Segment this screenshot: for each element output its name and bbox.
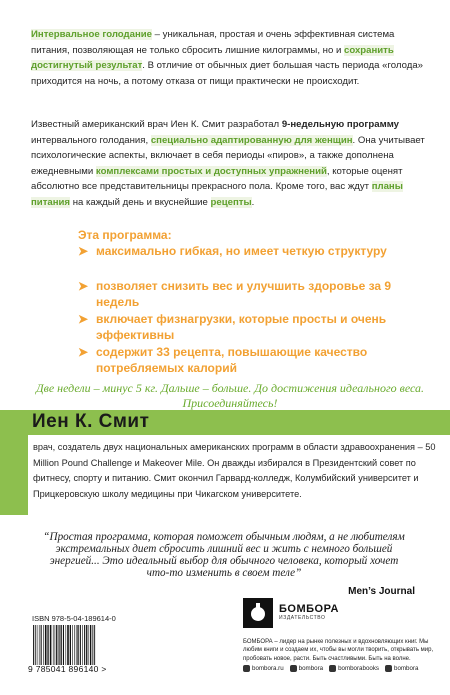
bullet-text: максимально гибкая, но имеет четкую структуру [96,244,387,258]
author-side-bar [0,435,28,515]
barcode-bar [92,625,93,665]
social-link-vk[interactable]: bombora [290,665,323,672]
barcode-bar [59,625,60,665]
barcode-bar [89,625,90,665]
barcode-digits: 9 785041 896140 > [28,664,107,674]
review-quote: “Простая программа, которая поможет обычным людям, а не любителям экстремальных диет сбросить лишний вес и жить с немного большей энергией... Это идеальный выбор для обычного человека, который хочет что-то изменить в своем теле” [43,531,405,579]
barcode-bar [41,625,42,665]
bold-phrase: 9-недельную программу [281,119,400,130]
intro-paragraph-1 [31,27,431,89]
barcode-bar [61,625,62,665]
barcode-bar [43,625,44,665]
program-bullet [78,312,418,343]
arrow-icon: ➤ [78,244,89,258]
tagline: Две недели – минус 5 кг. Дальше – больше. До достижения идеального веса. Присоединяйтесь! [35,381,425,410]
publisher-description: БОМБОРА – лидер на рынке полезных и вдохновляющих книг. Мы любим книги и создаем их, чтобы вы могли творить, открывать мир, пробовать новое, расти. Быть счастливыми. Быть на волне. [243,639,434,662]
bullet-text: позволяет снизить вес и улучшить здоровье за 9 недель [96,279,392,309]
paragraph-text: на каждый день и вкуснейшие [70,196,211,208]
quote-source: Men’s Journal [348,586,415,597]
publisher-subtitle: ИЗДАТЕЛЬСТВО [279,615,326,621]
program-bullet [78,244,418,260]
barcode-bar [35,625,36,665]
barcode-bar [76,625,77,665]
bombora-logo-icon [243,598,273,628]
barcode-bar [47,625,48,665]
intro-paragraph-2 [31,117,431,211]
isbn: ISBN 978-5-04-189614-0 [32,614,116,623]
paragraph-text: . Она учитывает психологические аспекты, включает в себя периоды «пиров», а также дополнена ежедневными [31,134,425,177]
highlighted-phrase: планы питания [31,181,403,208]
barcode-bar [86,625,87,665]
social-links [243,665,418,672]
barcode-bar [82,625,83,665]
vk-icon [290,665,297,672]
paragraph-text: . В отличие от обычных диет большая часть периода «голода» приходится на ночь, а потому отказа от пищи практически не происходит. [31,60,423,87]
barcode-bar [56,625,57,665]
barcode-bar [80,625,81,665]
barcode-bar [55,625,56,665]
instagram-icon [329,665,336,672]
social-link-instagram[interactable]: bomborabooks [329,665,379,672]
arrow-icon: ➤ [78,312,89,326]
barcode-bar [94,625,95,665]
highlighted-phrase: Интервальное голодание [31,29,152,40]
barcode-bar [77,625,78,665]
highlighted-phrase: комплексами простых и доступных упражнений [95,165,327,177]
paragraph-text: . [251,196,255,208]
program-bullet [78,345,418,376]
arrow-icon: ➤ [78,345,89,359]
bullet-text: включает физнагрузки, которые просты и очень эффективны [96,312,387,342]
program-bullet [78,279,418,310]
bullet-text: содержит 33 рецепта, повышающие качество потребляемых калорий [96,345,368,375]
barcode-bar [72,625,73,665]
barcode-bar [74,625,75,665]
barcode-bar [37,625,38,665]
barcode-bar [84,625,85,665]
paragraph-text: – уникальная, простая и очень эффективная система питания, позволяющая не только сбросить лишние килограммы, но и [31,29,395,56]
telegram-icon [385,665,392,672]
highlighted-phrase: рецепты [210,196,252,208]
publisher-brand: БОМБОРА [279,603,339,615]
social-link-site[interactable]: bombora.ru [243,665,284,672]
barcode-bar [66,625,67,665]
barcode-bar [63,625,64,665]
highlighted-phrase: специально адаптированную для женщин [150,134,353,146]
author-bio: врач, создатель двух национальных американских программ в области здравоохранения – 50 Million Pound Challenge и Makeover Mile. Он дважды избирался в Президентский совет по фитнесу, спорту и питанию. Смит окончил Гарвард-колледж, Колумбийский университет и Прицкеровскую школу медицины при Чикагском университете. [33,442,436,499]
barcode-bar [33,625,34,665]
globe-icon [243,665,250,672]
barcode-bar [67,625,69,665]
arrow-icon: ➤ [78,279,89,293]
barcode-bar [50,625,52,665]
author-name: Иен К. Смит [32,411,150,432]
barcode-bar [45,625,47,665]
program-title: Эта программа: [78,228,172,242]
barcode-bar [70,625,71,665]
barcode-bar [39,625,40,665]
barcode-bar [90,625,91,665]
paragraph-text: , которые оценят абсолютно все представительницы прекрасного пола. Кроме того, вас ждут [31,165,403,193]
barcode [32,625,132,665]
paragraph-text: Известный американский врач Иен К. Смит разработал [31,119,282,130]
paragraph-text: интервального голодания, [31,134,151,146]
highlighted-phrase: сохранить достигнутый результат [31,44,394,72]
social-link-telegram[interactable]: bombora [385,665,418,672]
barcode-bar [53,625,54,665]
